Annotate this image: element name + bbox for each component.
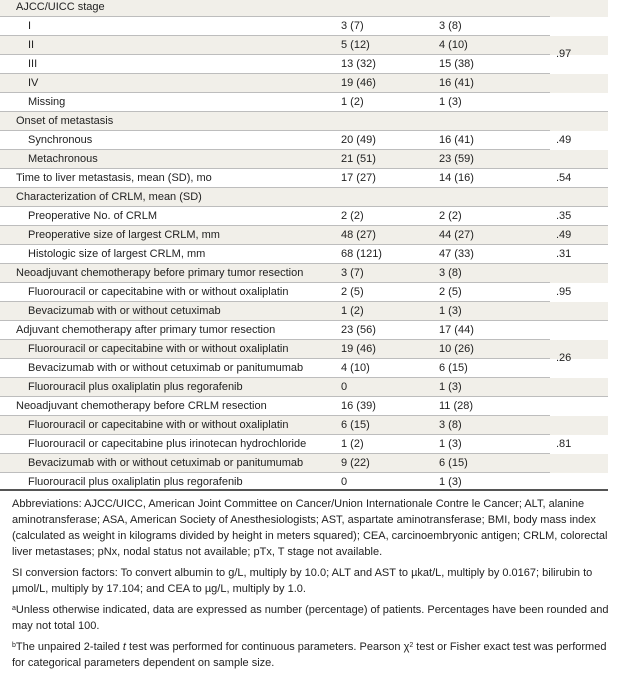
group2-value: 4 (10) (439, 39, 468, 51)
footnote-a (12, 602, 612, 634)
abbreviations-note: Abbreviations: AJCC/UICC, American Joint Committee on Cancer/Union Internationale Contre le Cancer; ALT, alanine aminotransferase; ASA, American Society of Anesthesiologists; AST, aspartate aminotransferase; BMI, body mass index (calculated as weight in kilograms divided by height in meters squared); CEA, carcinoembryonic antigen; CRLM, colorectal liver metastases; pNx, nodal status not available; pTx, T stage not available. (12, 498, 608, 558)
row-label: Characterization of CRLM, mean (SD) (16, 191, 202, 203)
p-value: .97 (556, 48, 572, 60)
row-label: I (28, 20, 32, 32)
group1-value: 17 (27) (341, 172, 376, 184)
group2-value: 3 (8) (439, 267, 462, 279)
row-label: Neoadjuvant chemotherapy before CRLM resection (16, 400, 267, 412)
footnote-a-mark: a (12, 605, 16, 612)
table-row (0, 188, 608, 207)
footnote-b-text-3: test or Fisher exact test was performed for categorical parameters dependent on sample size. (12, 641, 607, 669)
footnote-b-mark: b (12, 642, 16, 649)
group2-value: 1 (3) (439, 476, 462, 488)
group2-value: 6 (15) (439, 457, 468, 469)
table-row (0, 169, 608, 188)
table-row (0, 245, 608, 264)
group1-value: 3 (7) (341, 267, 364, 279)
footnote-b-text-1: The unpaired 2-tailed (15, 641, 123, 653)
row-label: AJCC/UICC stage (16, 1, 105, 13)
row-separator (0, 415, 550, 416)
group1-value: 21 (51) (341, 153, 376, 165)
group2-value: 2 (5) (439, 286, 462, 298)
p-value: .35 (556, 209, 572, 222)
group2-value: 1 (3) (439, 96, 462, 108)
table-row (0, 321, 608, 340)
p-value: .26 (556, 352, 572, 364)
table-row (0, 302, 608, 321)
row-label: Histologic size of largest CRLM, mm (28, 248, 206, 260)
group2-value: 16 (41) (439, 77, 474, 89)
group1-value: 9 (22) (341, 457, 370, 469)
p-value: .54 (556, 171, 572, 184)
row-label: IV (28, 77, 39, 89)
row-separator (0, 339, 550, 340)
group1-value: 6 (15) (341, 419, 370, 431)
group2-value: 1 (3) (439, 381, 462, 393)
row-label: Time to liver metastasis, mean (SD), mo (16, 172, 212, 184)
table-bottom-rule (0, 489, 608, 491)
row-separator (0, 130, 550, 131)
group1-value: 1 (2) (341, 438, 364, 450)
group2-value: 17 (44) (439, 324, 474, 336)
row-separator (0, 472, 550, 473)
group1-value: 19 (46) (341, 77, 376, 89)
row-label: Synchronous (28, 134, 93, 146)
group2-value: 2 (2) (439, 210, 462, 222)
group2-value: 6 (15) (439, 362, 468, 374)
group1-value: 4 (10) (341, 362, 370, 374)
row-separator (0, 434, 550, 435)
row-label: Preoperative No. of CRLM (28, 210, 157, 222)
row-separator (0, 168, 608, 169)
row-separator (0, 396, 608, 397)
group2-value: 3 (8) (439, 419, 462, 431)
table-row (0, 36, 608, 55)
group2-value: 15 (38) (439, 58, 474, 70)
table-footnotes (12, 496, 612, 676)
row-label: Adjuvant chemotherapy after primary tumor resection (16, 324, 276, 336)
table-row (0, 93, 608, 112)
row-label: Bevacizumab with or without cetuximab or panitumumab (28, 457, 304, 469)
group2-value: 16 (41) (439, 134, 474, 146)
row-label: Fluorouracil or capecitabine with or without oxaliplatin (28, 286, 289, 298)
row-label: Fluorouracil or capecitabine with or without oxaliplatin (28, 343, 289, 355)
row-separator (0, 54, 550, 55)
group2-value: 1 (3) (439, 305, 462, 317)
table-row (0, 226, 608, 245)
table-row (0, 359, 608, 378)
group2-value: 10 (26) (439, 343, 474, 355)
group1-value: 0 (341, 476, 348, 488)
row-separator (0, 377, 550, 378)
group2-value: 3 (8) (439, 20, 462, 32)
row-label: Metachronous (28, 153, 98, 165)
group2-value: 11 (28) (439, 400, 474, 412)
group1-value: 23 (56) (341, 324, 376, 336)
group1-value: 19 (46) (341, 343, 376, 355)
p-value: .31 (556, 247, 572, 260)
table-row (0, 378, 608, 397)
table-row (0, 17, 608, 36)
row-label: Fluorouracil or capecitabine plus irinotecan hydrochloride (28, 438, 307, 450)
row-separator (0, 320, 608, 321)
table-row (0, 283, 608, 302)
group2-value: 23 (59) (439, 153, 474, 165)
table-row (0, 112, 608, 131)
row-label: III (28, 58, 38, 70)
footnote-b (12, 639, 612, 671)
group2-value: 47 (33) (439, 248, 474, 260)
row-label: Neoadjuvant chemotherapy before primary tumor resection (16, 267, 304, 279)
group1-value: 1 (2) (341, 305, 364, 317)
group1-value: 5 (12) (341, 39, 370, 51)
table-row (0, 340, 608, 359)
table-row (0, 207, 608, 226)
row-separator (0, 244, 608, 245)
table-row (0, 416, 608, 435)
row-separator (0, 225, 608, 226)
row-separator (0, 92, 550, 93)
row-separator (0, 73, 550, 74)
row-label: Preoperative size of largest CRLM, mm (28, 229, 220, 241)
row-label: Onset of metastasis (16, 115, 114, 127)
row-label: Missing (28, 96, 66, 108)
row-separator (0, 35, 550, 36)
footnote-a-text: Unless otherwise indicated, data are expressed as number (percentage) of patients. Percentages have been rounded and may not total 100. (12, 604, 609, 632)
footnote-b-text-2: test was performed for continuous parameters. Pearson χ (125, 641, 410, 653)
table-row (0, 150, 608, 169)
table-row (0, 435, 608, 454)
row-separator (0, 282, 550, 283)
row-separator (0, 149, 550, 150)
group1-value: 0 (341, 381, 348, 393)
group1-value: 1 (2) (341, 96, 364, 108)
table-row (0, 74, 608, 93)
group1-value: 2 (5) (341, 286, 364, 298)
p-value: .95 (556, 285, 572, 298)
group1-value: 48 (27) (341, 229, 376, 241)
group2-value: 14 (16) (439, 172, 474, 184)
group1-value: 3 (7) (341, 20, 364, 32)
row-separator (0, 263, 608, 264)
row-separator (0, 16, 550, 17)
p-value: .49 (556, 228, 572, 241)
group1-value: 20 (49) (341, 134, 376, 146)
group1-value: 68 (121) (341, 248, 382, 260)
group1-value: 2 (2) (341, 210, 364, 222)
row-label: Bevacizumab with or without cetuximab (28, 305, 221, 317)
table-row (0, 264, 608, 283)
row-separator (0, 301, 550, 302)
row-separator (0, 187, 608, 188)
p-value: .49 (556, 133, 572, 146)
group2-value: 44 (27) (439, 229, 474, 241)
row-label: Bevacizumab with or without cetuximab or panitumumab (28, 362, 304, 374)
row-label: Fluorouracil or capecitabine with or without oxaliplatin (28, 419, 289, 431)
row-separator (0, 358, 550, 359)
footnote-b-sup: 2 (409, 642, 414, 649)
group1-value: 13 (32) (341, 58, 376, 70)
group1-value: 16 (39) (341, 400, 376, 412)
table-row (0, 0, 608, 17)
row-separator (0, 453, 550, 454)
table-row (0, 397, 608, 416)
table-row (0, 55, 608, 74)
si-conversion-note: SI conversion factors: To convert albumin to g/L, multiply by 10.0; ALT and AST to µkat/L, multiply by 0.0167; bilirubin to µmol/L, multiply by 17.104; and CEA to µg/L, multiply by 1.0. (12, 567, 593, 595)
footnote-b-t: t (122, 641, 126, 653)
row-label: Fluorouracil plus oxaliplatin plus regorafenib (28, 381, 243, 393)
table-row (0, 131, 608, 150)
table-row (0, 454, 608, 473)
p-value: .81 (556, 437, 572, 450)
group2-value: 1 (3) (439, 438, 462, 450)
row-label: Fluorouracil plus oxaliplatin plus regorafenib (28, 476, 243, 488)
row-separator (0, 111, 608, 112)
row-label: II (28, 39, 35, 51)
row-separator (0, 206, 608, 207)
